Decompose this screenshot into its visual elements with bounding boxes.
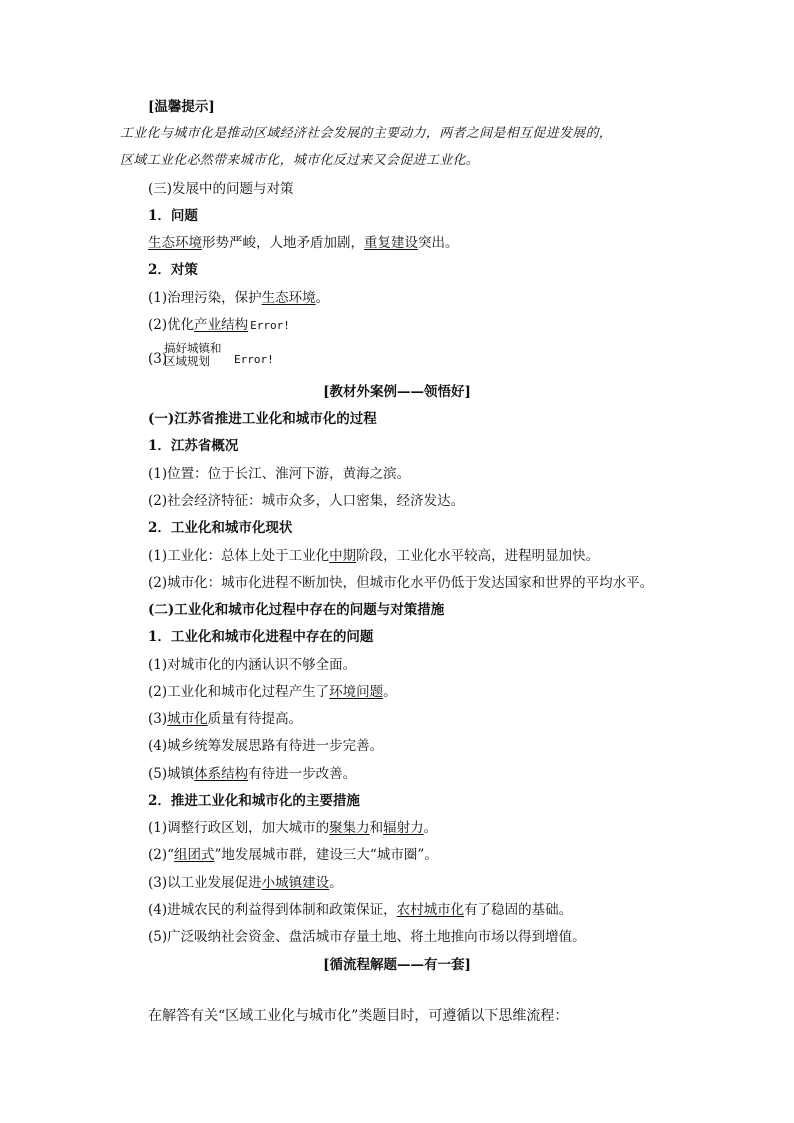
stack-bottom: 区域规划: [164, 354, 210, 368]
flow-banner: [循流程解题——有一套]: [323, 957, 471, 973]
measure-item-2: (2)优化产业结构 Error!: [148, 317, 290, 333]
case-item-2-2: (2)城市化：城市化进程不断加快，但城市化水平仍低于发达国家和世界的平均水平。: [148, 575, 654, 591]
tip-line-1: 工业化与城市化是推动区域经济社会发展的主要动力，两者之间是相互促进发展的，: [120, 126, 613, 141]
case-item-3-4: (4)城乡统筹发展思路有待进一步完善。: [148, 738, 384, 754]
case-sub-1: 1．江苏省概况: [148, 438, 239, 454]
tip-title: [温馨提示]: [148, 99, 215, 115]
blank-cluster: 组团式: [174, 847, 215, 863]
case-item-4-2: (2)“组团式”地发展城市群，建设三大“城市圈”。: [148, 847, 438, 863]
case-item-4-3: (3)以工业发展促进小城镇建设。: [148, 875, 343, 891]
blank-small-town: 小城镇建设: [261, 875, 330, 891]
measure-item-3-stack: [164, 342, 222, 368]
problem-text: 生态环境形势严峻，人地矛盾加剧，重复建设突出。: [148, 235, 459, 251]
error-text: Error!: [234, 353, 274, 366]
section-heading-3: (三)发展中的问题与对策: [148, 181, 294, 197]
case-item-3-1: (1)对城市化的内涵认识不够全面。: [148, 657, 357, 673]
blank-rural-urbanization: 农村城市化: [396, 902, 465, 918]
case-item-1-1: (1)位置：位于长江、淮河下游，黄海之滨。: [148, 466, 411, 482]
case-item-4-1: (1)调整行政区划，加大城市的聚集力和辐射力。: [148, 820, 438, 836]
case-heading-1: (一)江苏省推进工业化和城市化的过程: [148, 411, 377, 427]
blank-ecology: 生态环境: [148, 235, 202, 251]
error-text: Error!: [250, 319, 290, 332]
blank-radiation: 辐射力: [383, 820, 424, 836]
measure-heading: 2．对策: [148, 262, 198, 278]
case-item-1-2: (2)社会经济特征：城市众多，人口密集，经济发达。: [148, 493, 465, 509]
case-item-3-3: (3)城市化质量有待提高。: [148, 711, 303, 727]
case-banner: [教材外案例——领悟好]: [323, 384, 471, 400]
tip-line-2: 区域工业化必然带来城市化，城市化反过来又会促进工业化。: [120, 153, 480, 168]
measure-item-3-num: (3): [148, 351, 168, 367]
flow-intro: 在解答有关“区域工业化与城市化”类题目时，可遵循以下思维流程：: [148, 1008, 569, 1024]
measure-item-1: (1)治理污染，保护生态环境。: [148, 290, 330, 306]
case-item-4-5: (5)广泛吸纳社会资金、盘活城市存量土地、将土地推向市场以得到增值。: [148, 929, 586, 945]
blank-aggregation: 聚集力: [329, 820, 370, 836]
case-item-2-1: (1)工业化：总体上处于工业化中期阶段，工业化水平较高，进程明显加快。: [148, 548, 600, 564]
case-heading-2: (二)工业化和城市化过程中存在的问题与对策措施: [148, 602, 445, 618]
blank-env-problem: 环境问题: [329, 684, 384, 700]
case-item-3-2: (2)工业化和城市化过程产生了环境问题。: [148, 684, 397, 700]
blank-urbanization: 城市化: [167, 711, 208, 727]
case-item-3-5: (5)城镇体系结构有待进一步改善。: [148, 766, 357, 782]
blank-repeat-construction: 重复建设: [364, 235, 418, 251]
stack-top: 搞好城镇和: [164, 341, 222, 355]
problem-heading: 1．问题: [148, 208, 198, 224]
case-sub-4: 2．推进工业化和城市化的主要措施: [148, 793, 360, 809]
blank-industry-structure: 产业结构: [194, 317, 249, 333]
case-sub-2: 2．工业化和城市化现状: [148, 520, 293, 536]
case-sub-3: 1．工业化和城市化进程中存在的问题: [148, 629, 374, 645]
blank-middle-stage: 中期: [329, 548, 357, 564]
blank-ecology-env: 生态环境: [261, 290, 316, 306]
case-item-4-4: (4)进城农民的利益得到体制和政策保证，农村城市化有了稳固的基础。: [148, 902, 573, 918]
blank-system-structure: 体系结构: [194, 766, 249, 782]
